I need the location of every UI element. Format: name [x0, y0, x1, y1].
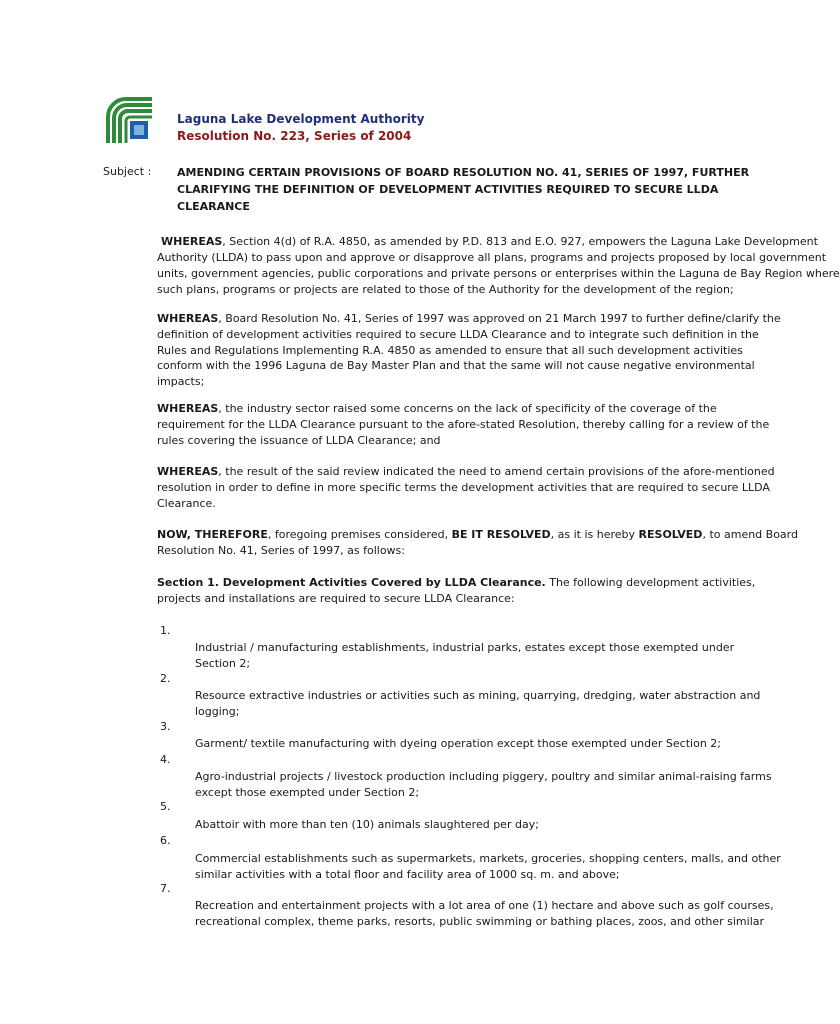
- subject-text: [177, 164, 750, 215]
- paragraph-line: requirement for the LLDA Clearance pursuant to the afore-stated Resolution, thereby calling for a review of the: [157, 417, 770, 431]
- whereas-paragraph-1-body: [157, 250, 840, 297]
- list-item-number: 3.: [160, 720, 171, 733]
- list-item-line: Commercial establishments such as supermarkets, markets, groceries, shopping centers, malls, and other: [195, 852, 781, 865]
- paragraph-line: resolution in order to define in more specific terms the development activities that are required to secure LLDA: [157, 480, 770, 494]
- list-item-number: 2.: [160, 672, 171, 685]
- list-item: [195, 640, 734, 672]
- list-item-line: Abattoir with more than ten (10) animals slaughtered per day;: [195, 818, 539, 831]
- subject-line: CLEARANCE: [177, 200, 250, 213]
- llda-logo-icon: [104, 95, 156, 147]
- paragraph-line: Authority (LLDA) to pass upon and approve or disapprove all plans, programs and projects proposed by local government: [157, 251, 827, 264]
- list-item: [195, 817, 539, 833]
- list-item-line: logging;: [195, 704, 240, 718]
- resolution-number: Resolution No. 223, Series of 2004: [177, 129, 412, 143]
- subject-line: CLARIFYING THE DEFINITION OF DEVELOPMENT ACTIVITIES REQUIRED TO SECURE LLDA: [177, 183, 719, 196]
- list-item-line: Industrial / manufacturing establishments, industrial parks, estates except those exempted under: [195, 641, 735, 654]
- whereas-paragraph-1: [161, 234, 818, 250]
- whereas-paragraph-4: [157, 464, 775, 511]
- list-item-line: Garment/ textile manufacturing with dyeing operation except those exempted under Section 2;: [195, 737, 721, 750]
- list-item-number: 7.: [160, 882, 171, 895]
- paragraph-line: Resolution No. 41, Series of 1997, as follows:: [157, 543, 405, 557]
- be-it-resolved: BE IT RESOLVED: [451, 528, 551, 541]
- paragraph-text: , the industry sector raised some concerns on the lack of specificity of the coverage of the: [218, 402, 717, 415]
- whereas-paragraph-3: [157, 401, 769, 448]
- list-item: [195, 851, 781, 883]
- subject-line: AMENDING CERTAIN PROVISIONS OF BOARD RESOLUTION NO. 41, SERIES OF 1997, FURTHER: [177, 166, 750, 179]
- paragraph-text: , as it is hereby: [550, 528, 639, 541]
- list-item-number: 6.: [160, 834, 171, 847]
- section-1-heading: Section 1. Development Activities Covered by LLDA Clearance.: [157, 576, 546, 589]
- list-item-line: except those exempted under Section 2;: [195, 785, 420, 799]
- paragraph-text: , Board Resolution No. 41, Series of 1997 was approved on 21 March 1997 to further define/clarify the: [218, 312, 781, 325]
- resolved-keyword: RESOLVED: [638, 528, 703, 541]
- paragraph-line: Clearance.: [157, 496, 216, 510]
- paragraph-text: , foregoing premises considered,: [267, 528, 452, 541]
- list-item-number: 1.: [160, 624, 171, 637]
- list-item-line: Section 2;: [195, 656, 251, 670]
- paragraph-line: projects and installations are required to secure LLDA Clearance:: [157, 591, 515, 605]
- list-item-line: Agro-industrial projects / livestock production including piggery, poultry and similar animal-raising farms: [195, 770, 772, 783]
- list-item-number: 4.: [160, 753, 171, 766]
- paragraph-line: conform with the 1996 Laguna de Bay Master Plan and that the same will not cause negative environmental: [157, 359, 755, 373]
- section-1-paragraph: [157, 575, 755, 607]
- list-item-line: similar activities with a total floor and facility area of 1000 sq. m. and above;: [195, 867, 620, 881]
- paragraph-text: , the result of the said review indicated the need to amend certain provisions of the afore-mentioned: [218, 465, 775, 478]
- whereas-lead: WHEREAS: [161, 235, 223, 248]
- list-item-number: 5.: [160, 800, 171, 813]
- list-item: [195, 736, 721, 752]
- paragraph-text: , Section 4(d) of R.A. 4850, as amended by P.D. 813 and E.O. 927, empowers the Laguna Lake Development: [222, 235, 818, 248]
- list-item: [195, 898, 774, 930]
- list-item: [195, 769, 772, 801]
- paragraph-line: rules covering the issuance of LLDA Clearance; and: [157, 433, 441, 447]
- paragraph-text: , to amend Board: [702, 528, 798, 541]
- list-item-line: Recreation and entertainment projects with a lot area of one (1) hectare and above such as golf courses,: [195, 899, 774, 912]
- list-item-line: recreational complex, theme parks, resorts, public swimming or bathing places, zoos, and other similar: [195, 914, 765, 928]
- whereas-lead: WHEREAS: [157, 402, 219, 415]
- paragraph-line: units, government agencies, public corporations and private persons or enterprises within the Laguna de Bay Region where: [157, 266, 840, 280]
- whereas-lead: WHEREAS: [157, 465, 219, 478]
- paragraph-line: definition of development activities required to secure LLDA Clearance and to integrate such definition in the: [157, 327, 759, 341]
- list-item: [195, 688, 760, 720]
- subject-label: Subject :: [103, 165, 152, 178]
- paragraph-line: Rules and Regulations Implementing R.A. 4850 as amended to ensure that all such development activities: [157, 343, 743, 357]
- paragraph-text: The following development activities,: [545, 576, 756, 589]
- whereas-paragraph-2: [157, 311, 781, 390]
- whereas-lead: WHEREAS: [157, 312, 219, 325]
- list-item-line: Resource extractive industries or activities such as mining, quarrying, dredging, water abstraction and: [195, 689, 761, 702]
- paragraph-line: impacts;: [157, 375, 205, 389]
- paragraph-line: such plans, programs or projects are related to those of the Authority for the development of the region;: [157, 282, 734, 296]
- resolved-paragraph: [157, 527, 798, 559]
- org-name: Laguna Lake Development Authority: [177, 112, 425, 126]
- now-therefore-lead: NOW, THEREFORE: [157, 528, 268, 541]
